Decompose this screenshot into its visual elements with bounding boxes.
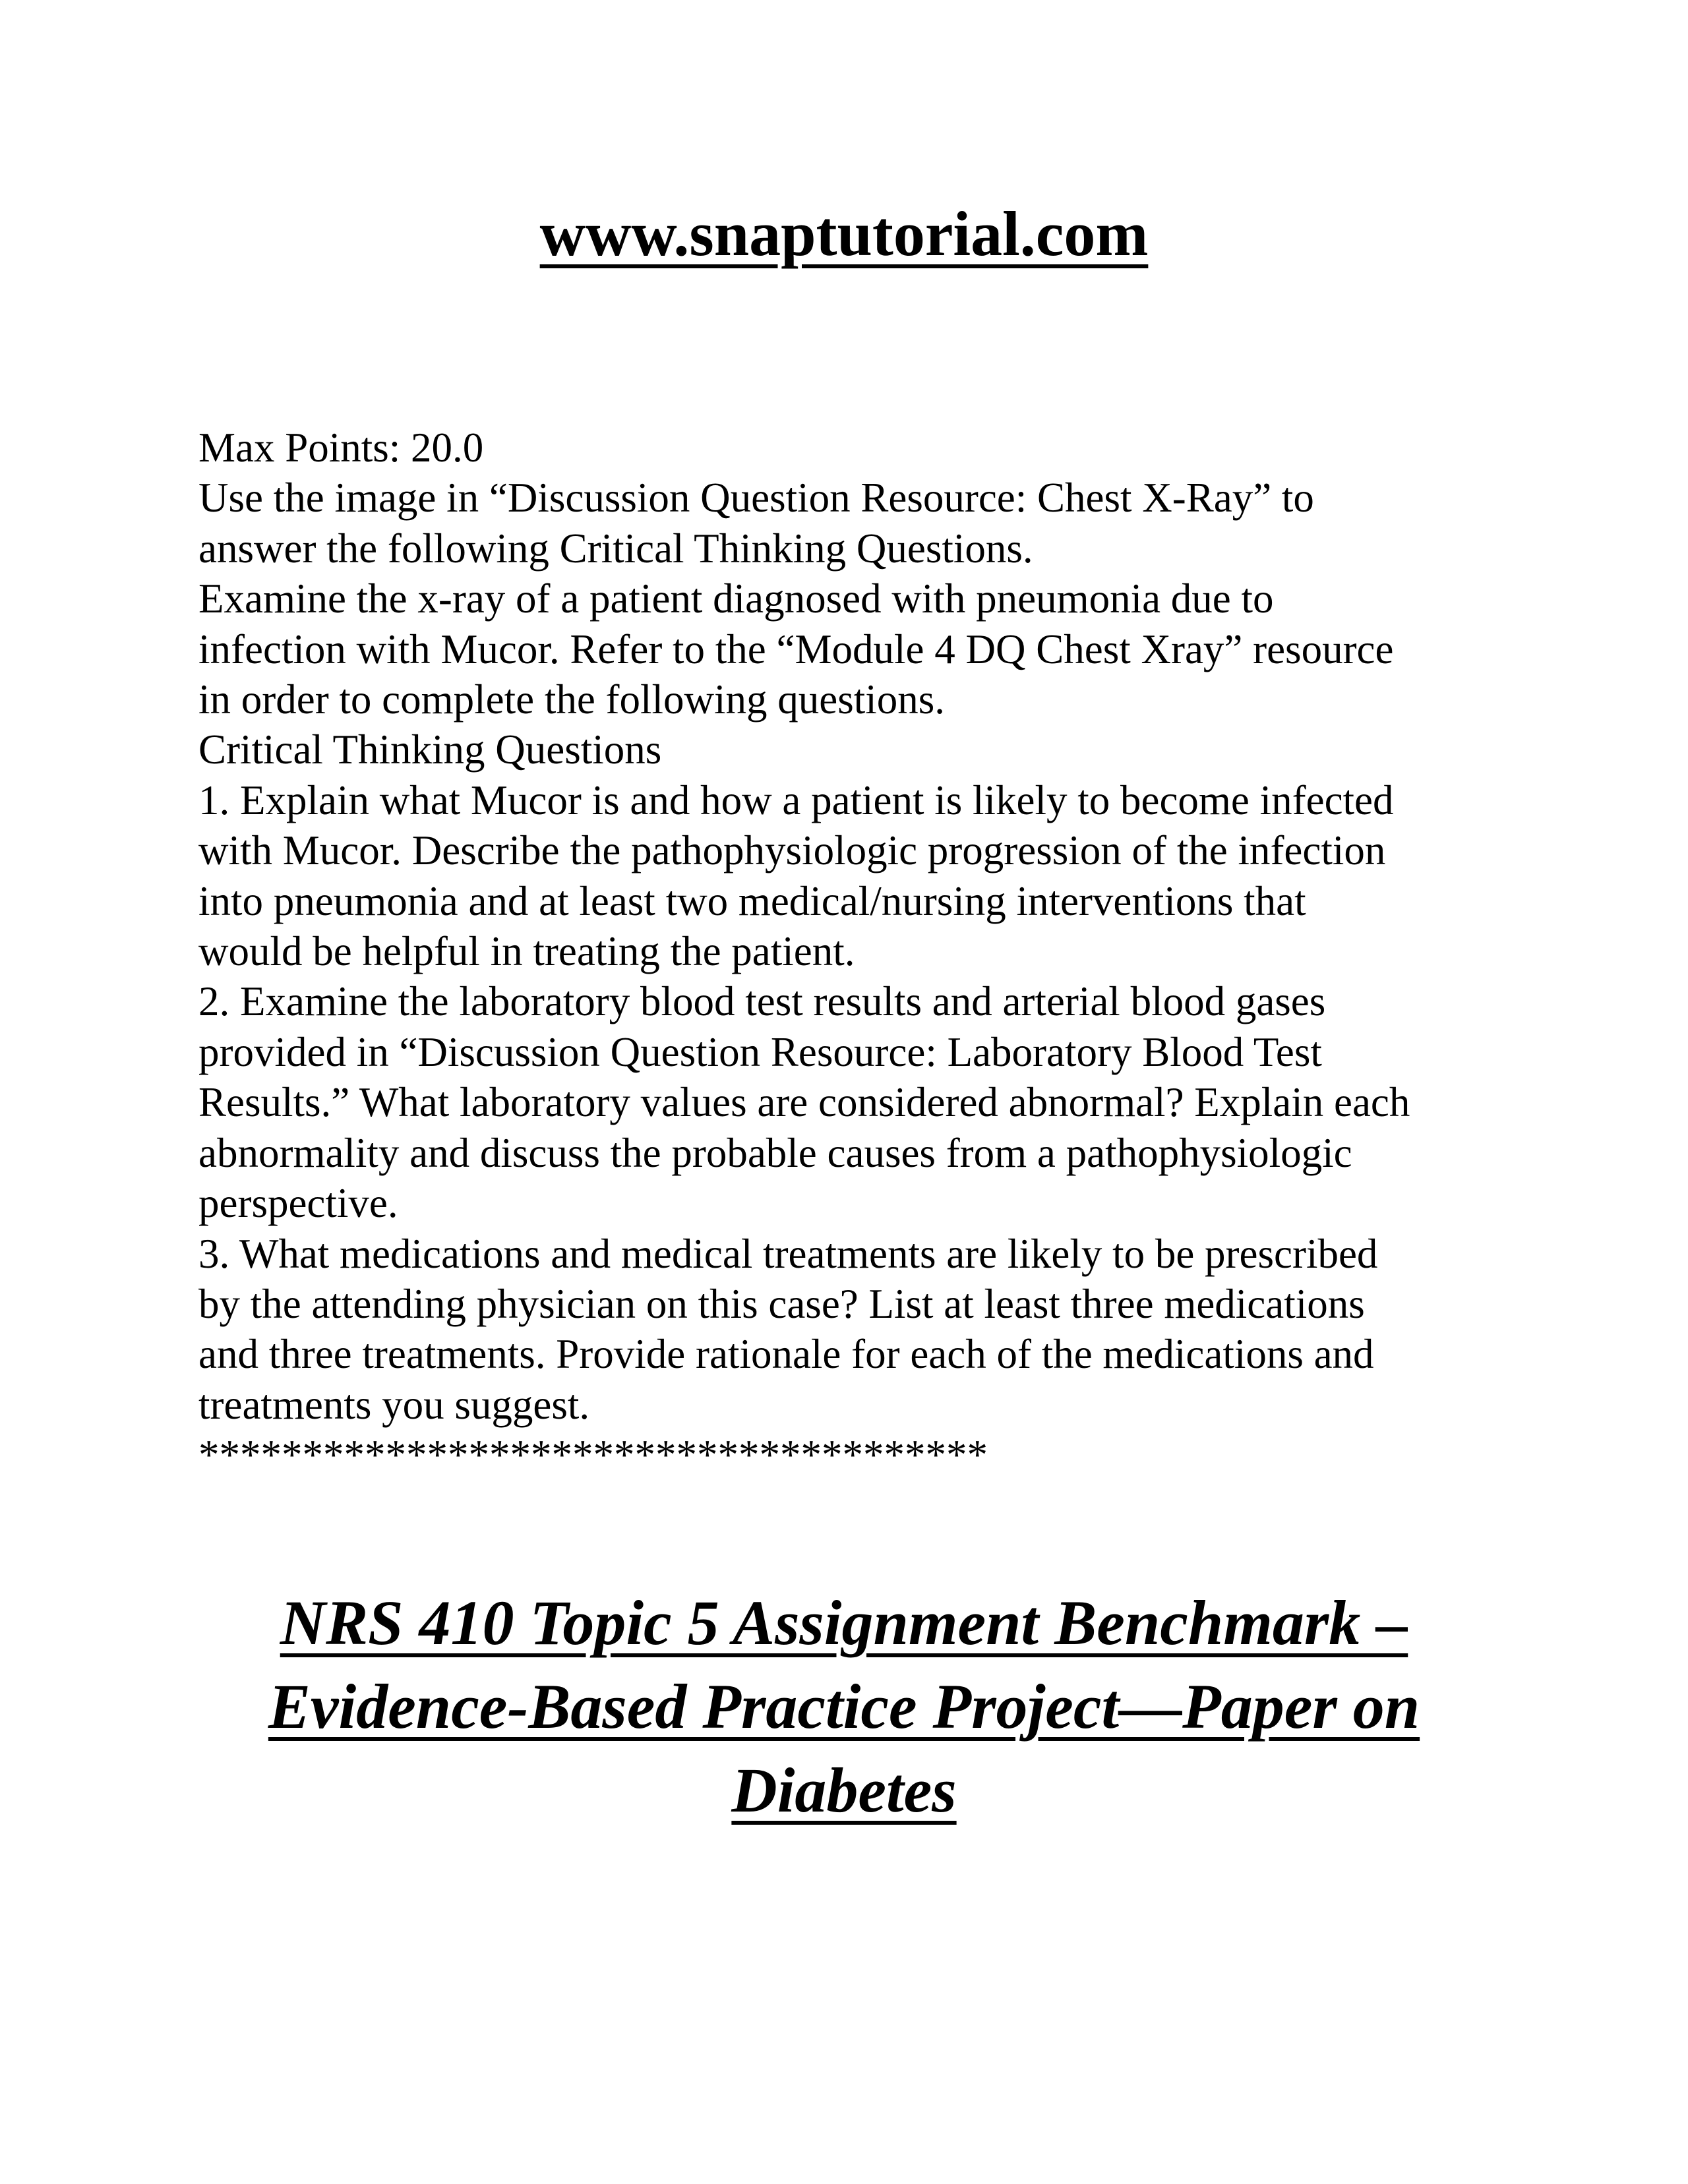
question-1-line: with Mucor. Describe the pathophysiologic progression of the infection (198, 827, 1386, 874)
benchmark-title (0, 1581, 1688, 1832)
benchmark-title-text: Evidence-Based Practice Project—Paper on (268, 1671, 1420, 1742)
question-2-line: 2. Examine the laboratory blood test results and arterial blood gases (198, 978, 1326, 1025)
site-url-header: www.snaptutorial.com (539, 198, 1149, 269)
benchmark-title-text: Diabetes (731, 1755, 957, 1825)
body-line: Use the image in “Discussion Question Resource: Chest X-Ray” to (198, 475, 1314, 521)
question-1-line: would be helpful in treating the patient. (198, 928, 855, 975)
benchmark-title-line (0, 1581, 1688, 1665)
body-line: answer the following Critical Thinking Questions. (198, 525, 1033, 572)
question-1-line: into pneumonia and at least two medical/nursing interventions that (198, 877, 1306, 924)
question-2-line: perspective. (198, 1180, 398, 1227)
question-3-line: treatments you suggest. (198, 1381, 590, 1428)
benchmark-title-line (0, 1665, 1688, 1748)
benchmark-title-text: NRS 410 Topic 5 Assignment Benchmark – (280, 1587, 1408, 1658)
body-line: Examine the x-ray of a patient diagnosed with pneumonia due to (198, 576, 1274, 622)
asterisk-divider: ************************************** (198, 1432, 988, 1479)
question-2-line: abnormality and discuss the probable causes from a pathophysiologic (198, 1129, 1352, 1176)
assignment-body (198, 423, 1530, 1481)
body-line: in order to complete the following questions. (198, 676, 946, 723)
question-1-line: 1. Explain what Mucor is and how a patient is likely to become infected (198, 777, 1394, 823)
max-points-line: Max Points: 20.0 (198, 425, 484, 471)
question-2-line: provided in “Discussion Question Resource: Laboratory Blood Test (198, 1028, 1322, 1075)
question-2-line: Results.” What laboratory values are considered abnormal? Explain each (198, 1079, 1410, 1126)
question-3-line: 3. What medications and medical treatments are likely to be prescribed (198, 1230, 1378, 1277)
question-3-line: and three treatments. Provide rationale for each of the medications and (198, 1331, 1374, 1378)
section-heading: Critical Thinking Questions (198, 726, 662, 773)
benchmark-title-line (0, 1748, 1688, 1832)
body-line: infection with Mucor. Refer to the “Module 4 DQ Chest Xray” resource (198, 626, 1394, 672)
question-3-line: by the attending physician on this case? List at least three medications (198, 1280, 1365, 1327)
